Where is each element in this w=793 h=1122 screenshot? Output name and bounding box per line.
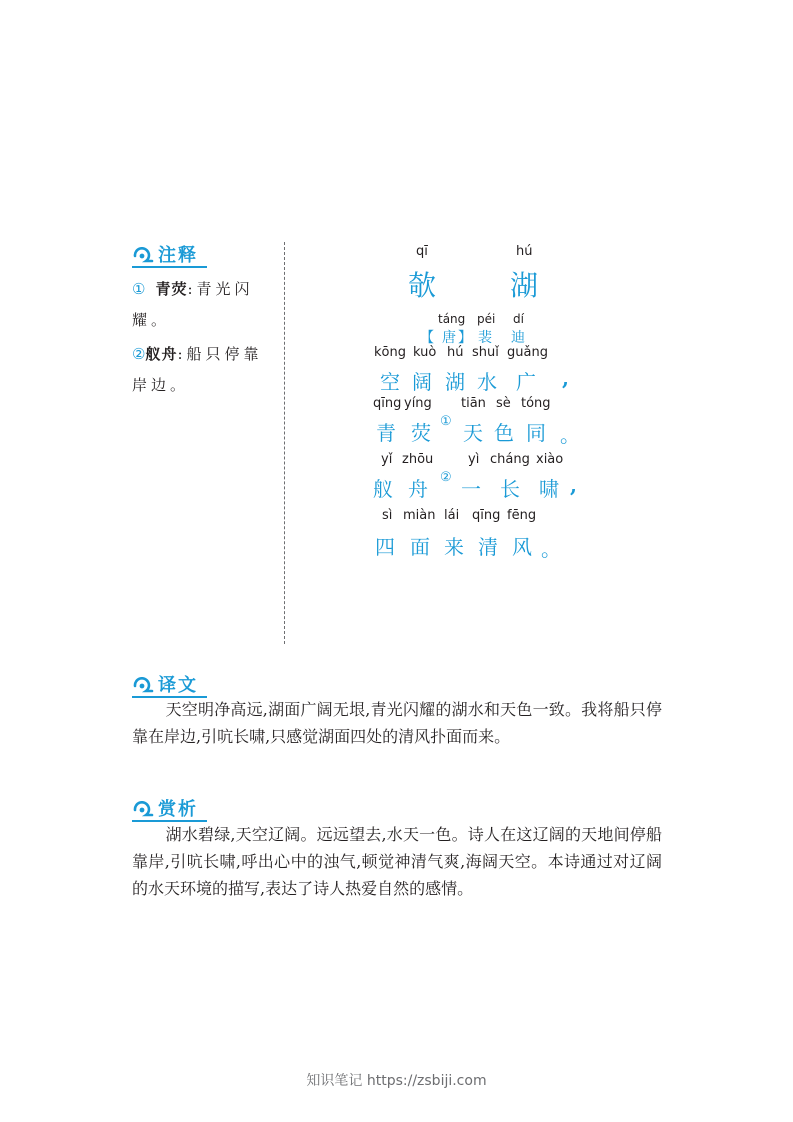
line-1-pinyin-2: kuò xyxy=(413,345,437,360)
line-2-pinyin-5: tóng xyxy=(521,396,551,411)
line-1-punct: , xyxy=(562,366,569,390)
note-2 xyxy=(132,339,274,401)
note-1 xyxy=(132,274,274,336)
line-4-pinyin-2: miàn xyxy=(403,508,436,523)
line-3-note-marker: ② xyxy=(440,470,452,485)
line-3-pinyin-2: zhōu xyxy=(402,452,434,467)
note-1-text: 青光闪耀。 xyxy=(132,280,254,329)
line-1-pinyin-3: hú xyxy=(447,345,464,360)
swirl-icon xyxy=(132,677,154,695)
title-pinyin-2: hú xyxy=(516,244,533,259)
note-1-separator: : xyxy=(187,280,197,298)
line-3-pinyin-4: cháng xyxy=(490,452,530,467)
line-4-char-2: 面 xyxy=(410,535,430,559)
line-1-pinyin-1: kōng xyxy=(374,345,406,360)
author-bracket-close: 】 xyxy=(458,330,472,346)
note-2-number: ② xyxy=(132,345,146,363)
line-3-char-4: 长 xyxy=(500,477,520,501)
line-4-char-4: 清 xyxy=(478,535,498,559)
line-3-pinyin-5: xiào xyxy=(536,452,564,467)
line-3-pinyin-1: yǐ xyxy=(381,452,393,467)
note-2-separator: : xyxy=(177,345,187,363)
poem-title-char-2: 湖 xyxy=(510,269,539,302)
line-2-pinyin-2: yíng xyxy=(404,396,432,411)
translation-heading-text: 译文 xyxy=(158,675,198,696)
note-2-term: 舣舟 xyxy=(145,345,178,363)
line-3-char-1: 舣 xyxy=(373,477,393,501)
line-2-pinyin-1: qīng xyxy=(373,396,402,411)
title-pinyin-1: qī xyxy=(416,244,428,259)
author-pinyin-1: táng xyxy=(438,312,466,326)
line-1-char-3: 湖 xyxy=(445,370,465,394)
note-1-term: 青荧 xyxy=(155,280,188,298)
line-2-char-1: 青 xyxy=(376,421,396,445)
author-name-2: 迪 xyxy=(511,330,525,346)
line-4-char-3: 来 xyxy=(444,535,464,559)
column-divider xyxy=(284,242,285,644)
line-3-char-2: 舟 xyxy=(408,477,428,501)
notes-list xyxy=(132,274,274,401)
line-2-char-5: 同 xyxy=(526,421,546,445)
note-1-number: ① xyxy=(132,280,150,298)
author-name-1: 裴 xyxy=(478,330,492,346)
line-1-pinyin-5: guǎng xyxy=(507,345,548,360)
notes-heading-text: 注释 xyxy=(158,245,198,266)
line-1-char-2: 阔 xyxy=(412,370,432,394)
line-3-char-5: 啸 xyxy=(539,477,559,501)
line-4-pinyin-4: qīng xyxy=(472,508,501,523)
line-4-char-5: 风 xyxy=(512,535,532,559)
swirl-icon xyxy=(132,247,154,265)
line-2-note-marker: ① xyxy=(440,414,452,429)
poem-title-char-1: 欹 xyxy=(408,269,437,302)
line-2-pinyin-4: sè xyxy=(496,396,511,411)
line-4-pinyin-1: sì xyxy=(382,508,393,523)
line-1-char-1: 空 xyxy=(380,370,400,394)
translation-heading xyxy=(132,674,207,698)
notes-heading xyxy=(132,244,207,268)
line-1-pinyin-4: shuǐ xyxy=(472,345,499,360)
line-4-char-1: 四 xyxy=(375,535,395,559)
author-bracket-open: 【 xyxy=(420,330,434,346)
author-pinyin-2: péi xyxy=(477,312,496,326)
line-2-punct: 。 xyxy=(560,423,580,447)
appreciation-heading xyxy=(132,798,207,822)
line-1-char-5: 广 xyxy=(516,370,536,394)
line-2-char-2: 荧 xyxy=(411,421,431,445)
line-2-pinyin-3: tiān xyxy=(461,396,486,411)
line-4-pinyin-3: lái xyxy=(444,508,460,523)
line-2-char-3: 天 xyxy=(463,421,483,445)
line-4-punct: 。 xyxy=(541,537,561,561)
author-pinyin-3: dí xyxy=(513,312,524,326)
author-dynasty: 唐 xyxy=(442,330,456,346)
line-1-char-4: 水 xyxy=(477,370,497,394)
appreciation-text: 湖水碧绿,天空辽阔。远远望去,水天一色。诗人在这辽阔的天地间停船靠岸,引吭长啸,呼出心中的浊气,顿觉神清气爽,海阔天空。本诗通过对辽阔的水天环境的描写,表达了诗人热爱自然的感情。 xyxy=(132,825,662,898)
translation-text: 天空明净高远,湖面广阔无垠,青光闪耀的湖水和天色一致。我将船只停靠在岸边,引吭长啸,只感觉湖面四处的清风扑面而来。 xyxy=(132,700,662,746)
line-2-char-4: 色 xyxy=(494,421,514,445)
appreciation-heading-text: 赏析 xyxy=(158,799,198,820)
line-4-pinyin-5: fēng xyxy=(507,508,537,523)
note-2-text: 船只停靠岸边。 xyxy=(132,345,263,394)
line-3-pinyin-3: yì xyxy=(468,452,480,467)
line-3-punct: , xyxy=(570,473,577,497)
footer-watermark: 知识笔记 https://zsbiji.com xyxy=(306,1073,487,1089)
swirl-icon xyxy=(132,801,154,819)
line-3-char-3: 一 xyxy=(461,477,481,501)
